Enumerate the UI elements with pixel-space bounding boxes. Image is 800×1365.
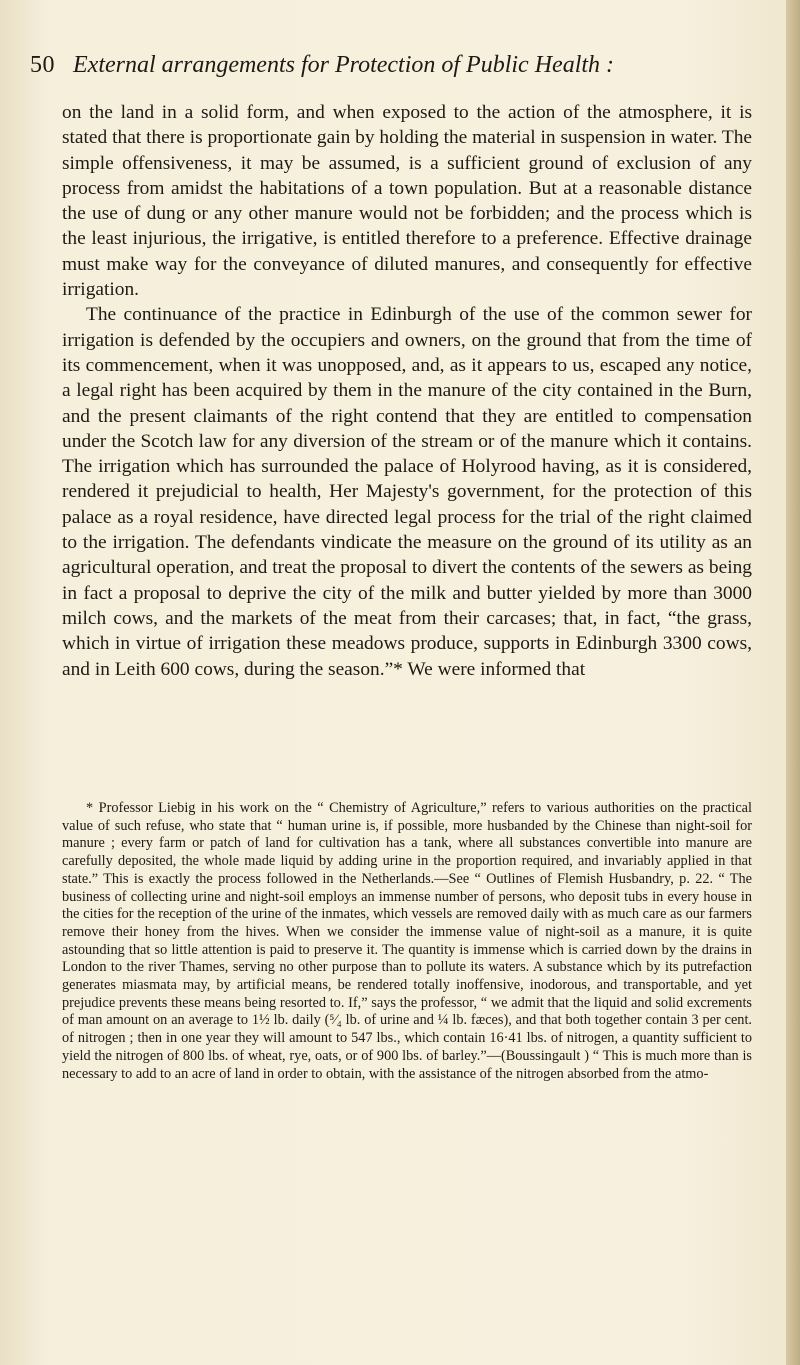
footnote-text: * Professor Liebig in his work on the “ Chemistry of Agriculture,” refers to various authorities on the practical value of such refuse, who state that “ human urine is, if possible, more husbanded by the Chinese than night-soil for manure ; every farm or patch of land for cultivation has a tank, where all substances convertible into manure are carefully deposited, the whole made liquid by adding urine in the proportion required, and invariably applied in that state.” This is exactly the process followed in the Netherlands.—See “ Outlines of Flemish Husbandry, p. 22. “ The business of collecting urine and night-soil employs an immense number of persons, who deposit tubs in every house in the cities for the reception of the urine of the inmates, which vessels are removed daily with as much care as our farmers remove their honey from the hives. When we consider the immense value of night-soil as a manure, it is quite astounding that so little attention is paid to preserve it. The quantity is immense which is carried down by the drains in London to the river Thames, serving no other purpose than to pollute its waters. A substance which by its putrefaction generates miasmata may, by artificial means, be rendered totally inoffensive, inodorous, and transportable, and yet prejudice prevents these means being resorted to. If,” says the professor, “ we admit that the liquid and solid excrements of man amount on an average to 1½ lb. daily (⁵⁄₄ lb. of urine and ¼ lb. fæces), and that both together contain 3 per cent. of nitrogen ; then in one year they will amount to 547 lbs., which contain 16·41 lbs. of nitrogen, a quantity sufficient to yield the nitrogen of 800 lbs. of wheat, rye, oats, or of 900 lbs. of barley.”—(Boussingault ) “ This is much more than is necessary to add to an acre of land in order to obtain, with the assistance of the nitrogen absorbed from the atmo- [62, 800, 752, 1082]
paragraph: The continuance of the practice in Edinburgh of the use of the common sewer for irrigation is defended by the occupiers and owners, on the ground that from the time of its commencement, when it was unopposed, and, as it appears to us, escaped any notice, a legal right has been acquired by them in the manure of the city contained in the Burn, and the present claimants of the right contend that they are entitled to compensation under the Scotch law for any diversion of the stream or of the manure which it contains. The irrigation which has surrounded the palace of Holyrood having, as it is considered, rendered it prejudicial to health, Her Majesty's government, for the protection of this palace as a royal residence, have directed legal process for the trial of the right claimed to the irrigation. The defendants vindicate the measure on the ground of its utility as an agricultural operation, and treat the proposal to divert the contents of the sewers as being in fact a proposal to deprive the city of the milk and butter yielded by more than 3000 milch cows, and the markets of the meat from their carcases; that, in fact, “the grass, which in virtue of irrigation these meadows produce, supports in Edinburgh 3300 cows, and in Leith 600 cows, during the season.”* We were informed that [62, 304, 752, 680]
page-number: 50 [30, 52, 55, 78]
running-title: External arrangements for Protection of Public Health : [73, 52, 615, 78]
main-text [62, 100, 752, 790]
page-header [30, 52, 770, 92]
paragraph: on the land in a solid form, and when exposed to the action of the atmosphere, it is stated that there is proportionate gain by holding the material in suspension in water. The simple offensiveness, it may be assumed, is a sufficient ground of exclusion of any process from amidst the habitations of a town population. But at a reasonable distance the use of dung or any other manure would not be forbidden; and the process which is the least injurious, the irrigative, is entitled therefore to a preference. Effective drainage must make way for the conveyance of diluted manures, and consequently for effective irrigation. [62, 102, 752, 301]
footnote [62, 800, 752, 1350]
page-edge [786, 0, 800, 1365]
